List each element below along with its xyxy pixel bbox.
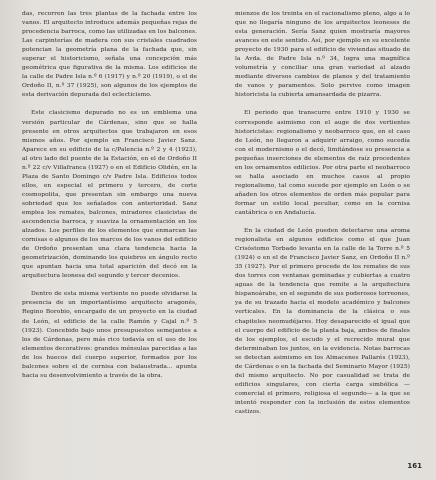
left-paragraph-2: Este clasicismo depurado no es un emblema una versión particular de Cárdenas, sino que se halla presente en otros arquitectos que trabajaron en esos mismos años. Por ejemplo en Francisco Javier Sanz. Aparece en su edificio de la c/Palencia n.º 2 y 4 (1923), al otro lado del puente de la Estación, en el de Ordoño II n.º 22 c/v Villafranca (1927) o en el Edificio Olidén, en la Plaza de Santo Domingo c/v Padre Isla. Edificios todos ellos, en especial el primero y tercero, de corte cosmopolita, que presentan sin embargo una nueva sobriedad que los señalados con anterioridad. Sanz emplea los remates, balcones, miradores clasicistas de ascendencia barroca, y suaviza la ornamentación en los alzados. Los perfiles de los elementos que enmarcan las cornisas o algunos de los marcos de los vanos del edificio de Ordoño presentan una clara tendencia hacia la geometrización, dominando los quiebros en ángulo recto que apuntan hacia una total aparición del decó en la arquitectura leonesa del segundo y tercer decenios. — [22, 110, 197, 280]
right-paragraph-2: El periodo que transcurre entre 1910 y 1930 se corresponde asimismo con el auge de dos vertientes historicistas: regionalismo y neobarroco que, en el caso de León, no llegaron a adquirir arraigo, como sucedía con el modernismo o el decó, limitándose su presencia a pequeñas inserciones de elementos de raíz procedentes en los ornamentos edilicios. Por otra parte el neobarroco se halla asociado en muchos casos al propio regionalismo, tal como sucede por ejemplo en León o se añaden los otros elementos de orden más popular para formar un estilo local peculiar, como en la cornisa cantábrica o en Andalucía. — [235, 110, 410, 216]
right-paragraph-1: mienzos de los treinta en el racionalismo pleno, algo a lo que no llegaría ninguno de los arquitectos leoneses de esta generación. Sería Sanz quien mostraría mayores avances en este sentido. Así, por ejemplo en su excelente proyecto de 1930 para el edificio de viviendas situado de la Avda. de Padre Isla n.º 34, logra una magnífica volumetría y conciliar una gran variedad al alzado mediante diversos cambios de planos y del tratamiento de vanos y paramentos. Solo pervive como imagen historicista la cubierta amansardada de pizarra. — [235, 11, 410, 99]
right-text-column — [235, 10, 410, 426]
left-text-column — [22, 10, 197, 390]
page-number: 161 — [407, 462, 422, 470]
left-paragraph-3: Dentro de esta misma vertiente no puede olvidarse la presencia de un importantísimo arquitecto aragonés, Regino Borobio, encargado de un proyecto en la ciudad de León, el edificio de la calle Ramón y Cajal n.º 5 (1923). Concebido bajo unos presupuestos semejantes a los de Cárdenas, pero más rico todavía en el uso de los elementos decorativos: grandes ménsulas parecidas a las de los huecos del cuerpo superior, formados por los balcones sobre el de cornisa con balaustrada... apunta hacia su desenvolvimiento a través de la obra. — [22, 291, 197, 379]
right-paragraph-3: En la ciudad de León pueden detectarse una aroma regionalista en algunos edificios como el que Juan Crisóstomo Torbado levanta en la calle de la Torre n.º 5 (1924) o en el de Francisco Javier Sanz, en Ordoño II n.º 35 (1927). Por el primero procede de los remates de sus dos torres con ventanas geminadas y cubiertas a cuatro aguas de la tendencia que remite a la arquitectura hispanoárabe, en el segundo de sus poderosos torreones, ya de su trazado hacia el modelo académico y balcones verticales. En la dominancia de la clásica o sus chapiteles neomudéjares. Hoy desaparecido el igual que el cuerpo del edificio de la planta baja, ambos de finales de los ejemplos, el escudo y el recrecido mural que determinaban los juntos, en la evidencia. Notas barrocas se detectan asimismo en los Almacenes Pallarés (1923), de Cárdenas o en la fachada del Seminario Mayor (1925) del mismo arquitecto. No por casualidad se trata de edificios singulares, con cierta carga simbólica —comercial el primero, religiosa el segundo— a la que se intentó responder con la inclusión de estos elementos castizos. — [235, 228, 410, 415]
left-paragraph-1: das, recorren las tres plantas de la fachada entre los vanos. El arquitecto introduce además pequeñas rejas de procedencia barroca, como las utilizadas en los balcones. Las carpinterías de madera con sus cristales cuadrados potencian la geometría plana de la fachada que, sin superar el historicismo, señala una concepción más geométrica que figurativa de la misma. Los edificios de la calle de Padre Isla n.º 6 (1917) y n.º 20 (1919), o el de Ordoño II, n.º 37 (1925), son algunos de los ejemplos de esta derivación depurada del eclecticismo. — [22, 11, 197, 99]
